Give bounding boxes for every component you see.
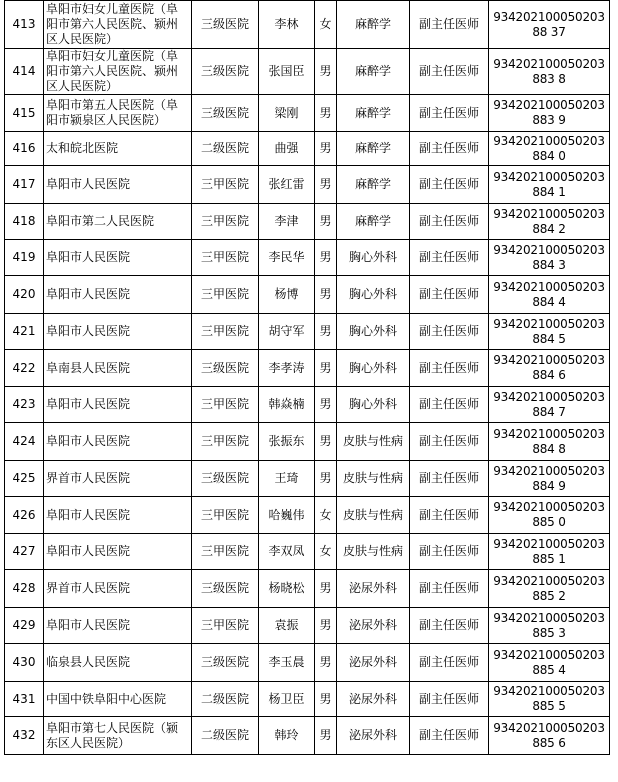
row-number: 413 <box>5 1 44 49</box>
hospital-level: 三甲医院 <box>192 423 259 461</box>
hospital-level: 三级医院 <box>192 644 259 682</box>
certificate-number: 934202100050203885 3 <box>489 608 610 644</box>
professional-title: 副主任医师 <box>410 204 489 240</box>
table-row <box>5 608 610 644</box>
row-number: 414 <box>5 49 44 95</box>
table-row <box>5 570 610 608</box>
doctor-name: 李津 <box>259 204 315 240</box>
hospital-level: 三级医院 <box>192 49 259 95</box>
doctor-name: 胡守军 <box>259 314 315 350</box>
certificate-number: 934202100050203885 6 <box>489 717 610 755</box>
hospital-level: 三甲医院 <box>192 276 259 314</box>
doctor-name: 张国臣 <box>259 49 315 95</box>
table-row <box>5 95 610 132</box>
certificate-number: 934202100050203884 2 <box>489 204 610 240</box>
table-row <box>5 1 610 49</box>
professional-title: 副主任医师 <box>410 423 489 461</box>
specialty: 皮肤与性病 <box>337 461 410 497</box>
doctor-sex: 男 <box>315 387 337 423</box>
doctor-name: 张红雷 <box>259 166 315 204</box>
doctor-sex: 男 <box>315 132 337 166</box>
doctor-sex: 男 <box>315 166 337 204</box>
professional-title: 副主任医师 <box>410 717 489 755</box>
hospital-name: 阜阳市人民医院 <box>44 423 192 461</box>
row-number: 423 <box>5 387 44 423</box>
hospital-level: 二级医院 <box>192 682 259 717</box>
specialty: 皮肤与性病 <box>337 423 410 461</box>
table-row <box>5 644 610 682</box>
roster-body <box>5 1 610 755</box>
hospital-name: 阜阳市第五人民医院（阜阳市颍泉区人民医院） <box>44 95 192 132</box>
row-number: 427 <box>5 534 44 570</box>
professional-title: 副主任医师 <box>410 314 489 350</box>
hospital-level: 三级医院 <box>192 95 259 132</box>
hospital-name: 阜阳市人民医院 <box>44 497 192 534</box>
hospital-level: 二级医院 <box>192 717 259 755</box>
hospital-name: 界首市人民医院 <box>44 461 192 497</box>
hospital-level: 三级医院 <box>192 1 259 49</box>
certificate-number: 934202100050203884 9 <box>489 461 610 497</box>
hospital-name: 阜阳市第二人民医院 <box>44 204 192 240</box>
doctor-name: 张振东 <box>259 423 315 461</box>
doctor-sex: 男 <box>315 717 337 755</box>
specialty: 麻醉学 <box>337 49 410 95</box>
professional-title: 副主任医师 <box>410 461 489 497</box>
hospital-level: 三甲医院 <box>192 204 259 240</box>
doctor-sex: 男 <box>315 240 337 276</box>
row-number: 415 <box>5 95 44 132</box>
table-row <box>5 204 610 240</box>
hospital-level: 三甲医院 <box>192 166 259 204</box>
doctor-sex: 男 <box>315 423 337 461</box>
row-number: 421 <box>5 314 44 350</box>
doctor-name: 袁振 <box>259 608 315 644</box>
table-row <box>5 423 610 461</box>
certificate-number: 934202100050203884 3 <box>489 240 610 276</box>
specialty: 胸心外科 <box>337 314 410 350</box>
certificate-number: 934202100050203884 5 <box>489 314 610 350</box>
doctor-sex: 男 <box>315 644 337 682</box>
row-number: 416 <box>5 132 44 166</box>
specialty: 泌尿外科 <box>337 608 410 644</box>
specialty: 皮肤与性病 <box>337 534 410 570</box>
hospital-name: 中国中铁阜阳中心医院 <box>44 682 192 717</box>
hospital-level: 三级医院 <box>192 461 259 497</box>
hospital-name: 阜阳市妇女儿童医院（阜阳市第六人民医院、颍州区人民医院） <box>44 49 192 95</box>
hospital-level: 三甲医院 <box>192 387 259 423</box>
doctor-sex: 男 <box>315 95 337 132</box>
hospital-name: 阜阳市人民医院 <box>44 387 192 423</box>
specialty: 泌尿外科 <box>337 570 410 608</box>
doctor-name: 杨卫臣 <box>259 682 315 717</box>
hospital-level: 二级医院 <box>192 132 259 166</box>
certificate-number: 934202100050203884 0 <box>489 132 610 166</box>
doctor-sex: 男 <box>315 461 337 497</box>
doctor-name: 梁刚 <box>259 95 315 132</box>
specialty: 胸心外科 <box>337 240 410 276</box>
row-number: 429 <box>5 608 44 644</box>
hospital-name: 临泉县人民医院 <box>44 644 192 682</box>
hospital-name: 太和皖北医院 <box>44 132 192 166</box>
doctor-name: 李民华 <box>259 240 315 276</box>
certificate-number: 934202100050203885 4 <box>489 644 610 682</box>
doctor-sex: 男 <box>315 350 337 387</box>
certificate-number: 934202100050203883 8 <box>489 49 610 95</box>
doctor-name: 韩玲 <box>259 717 315 755</box>
row-number: 428 <box>5 570 44 608</box>
table-row <box>5 387 610 423</box>
row-number: 424 <box>5 423 44 461</box>
specialty: 皮肤与性病 <box>337 497 410 534</box>
professional-title: 副主任医师 <box>410 497 489 534</box>
hospital-level: 三甲医院 <box>192 608 259 644</box>
row-number: 431 <box>5 682 44 717</box>
row-number: 420 <box>5 276 44 314</box>
professional-title: 副主任医师 <box>410 644 489 682</box>
row-number: 430 <box>5 644 44 682</box>
hospital-name: 阜阳市人民医院 <box>44 314 192 350</box>
table-row <box>5 350 610 387</box>
table-row <box>5 682 610 717</box>
hospital-level: 三甲医院 <box>192 497 259 534</box>
doctor-sex: 男 <box>315 682 337 717</box>
table-row <box>5 717 610 755</box>
professional-title: 副主任医师 <box>410 682 489 717</box>
table-row <box>5 132 610 166</box>
doctor-sex: 女 <box>315 534 337 570</box>
hospital-name: 界首市人民医院 <box>44 570 192 608</box>
certificate-number: 934202100050203885 5 <box>489 682 610 717</box>
doctor-name: 杨博 <box>259 276 315 314</box>
doctor-sex: 女 <box>315 497 337 534</box>
doctor-name: 杨晓松 <box>259 570 315 608</box>
doctor-sex: 男 <box>315 314 337 350</box>
certificate-number: 934202100050203885 2 <box>489 570 610 608</box>
certificate-number: 934202100050203884 6 <box>489 350 610 387</box>
professional-title: 副主任医师 <box>410 608 489 644</box>
hospital-name: 阜阳市第七人民医院（颍东区人民医院） <box>44 717 192 755</box>
specialty: 胸心外科 <box>337 276 410 314</box>
doctor-name: 李林 <box>259 1 315 49</box>
specialty: 胸心外科 <box>337 387 410 423</box>
table-row <box>5 240 610 276</box>
row-number: 432 <box>5 717 44 755</box>
certificate-number: 934202100050203885 0 <box>489 497 610 534</box>
doctor-name: 曲强 <box>259 132 315 166</box>
hospital-level: 三级医院 <box>192 350 259 387</box>
doctor-name: 李孝涛 <box>259 350 315 387</box>
row-number: 419 <box>5 240 44 276</box>
professional-title: 副主任医师 <box>410 570 489 608</box>
certificate-number: 934202100050203883 9 <box>489 95 610 132</box>
specialty: 麻醉学 <box>337 204 410 240</box>
hospital-name: 阜阳市人民医院 <box>44 240 192 276</box>
certificate-number: 934202100050203884 7 <box>489 387 610 423</box>
roster-table <box>4 0 610 755</box>
hospital-name: 阜南县人民医院 <box>44 350 192 387</box>
specialty: 麻醉学 <box>337 132 410 166</box>
doctor-sex: 男 <box>315 570 337 608</box>
certificate-number: 934202100050203885 1 <box>489 534 610 570</box>
certificate-number: 934202100050203884 1 <box>489 166 610 204</box>
professional-title: 副主任医师 <box>410 132 489 166</box>
doctor-name: 李双凤 <box>259 534 315 570</box>
doctor-sex: 男 <box>315 608 337 644</box>
professional-title: 副主任医师 <box>410 240 489 276</box>
specialty: 麻醉学 <box>337 1 410 49</box>
hospital-level: 三级医院 <box>192 570 259 608</box>
table-row <box>5 497 610 534</box>
hospital-name: 阜阳市妇女儿童医院（阜阳市第六人民医院、颍州区人民医院） <box>44 1 192 49</box>
hospital-name: 阜阳市人民医院 <box>44 166 192 204</box>
hospital-name: 阜阳市人民医院 <box>44 276 192 314</box>
table-row <box>5 166 610 204</box>
table-row <box>5 461 610 497</box>
doctor-name: 王琦 <box>259 461 315 497</box>
certificate-number: 93420210005020388 37 <box>489 1 610 49</box>
row-number: 418 <box>5 204 44 240</box>
specialty: 泌尿外科 <box>337 644 410 682</box>
table-row <box>5 276 610 314</box>
certificate-number: 934202100050203884 4 <box>489 276 610 314</box>
specialty: 泌尿外科 <box>337 682 410 717</box>
table-row <box>5 534 610 570</box>
row-number: 426 <box>5 497 44 534</box>
doctor-name: 韩焱楠 <box>259 387 315 423</box>
specialty: 泌尿外科 <box>337 717 410 755</box>
hospital-level: 三甲医院 <box>192 534 259 570</box>
doctor-name: 李玉晨 <box>259 644 315 682</box>
professional-title: 副主任医师 <box>410 534 489 570</box>
specialty: 胸心外科 <box>337 350 410 387</box>
professional-title: 副主任医师 <box>410 166 489 204</box>
professional-title: 副主任医师 <box>410 350 489 387</box>
table-row <box>5 314 610 350</box>
row-number: 417 <box>5 166 44 204</box>
hospital-level: 三甲医院 <box>192 240 259 276</box>
doctor-sex: 男 <box>315 204 337 240</box>
professional-title: 副主任医师 <box>410 276 489 314</box>
professional-title: 副主任医师 <box>410 49 489 95</box>
doctor-name: 哈巍伟 <box>259 497 315 534</box>
doctor-sex: 男 <box>315 276 337 314</box>
professional-title: 副主任医师 <box>410 1 489 49</box>
hospital-name: 阜阳市人民医院 <box>44 608 192 644</box>
hospital-name: 阜阳市人民医院 <box>44 534 192 570</box>
specialty: 麻醉学 <box>337 166 410 204</box>
certificate-number: 934202100050203884 8 <box>489 423 610 461</box>
professional-title: 副主任医师 <box>410 387 489 423</box>
hospital-level: 三甲医院 <box>192 314 259 350</box>
professional-title: 副主任医师 <box>410 95 489 132</box>
table-row <box>5 49 610 95</box>
doctor-sex: 女 <box>315 1 337 49</box>
doctor-sex: 男 <box>315 49 337 95</box>
row-number: 422 <box>5 350 44 387</box>
specialty: 麻醉学 <box>337 95 410 132</box>
row-number: 425 <box>5 461 44 497</box>
